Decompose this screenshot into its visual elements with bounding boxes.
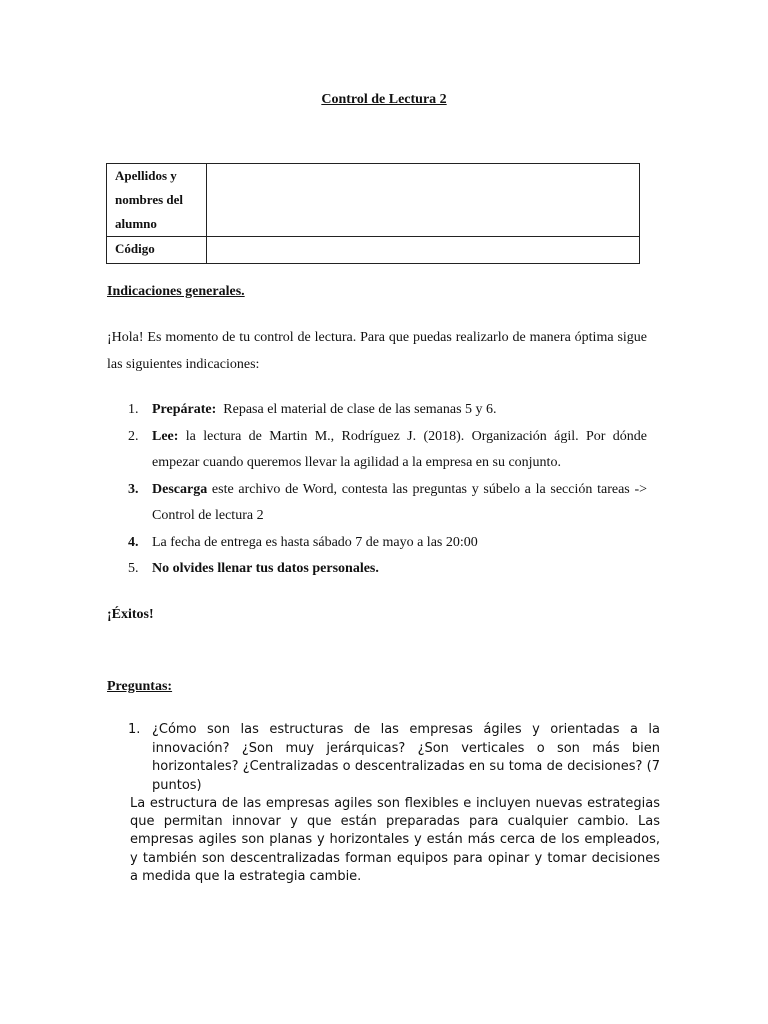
step-number: 2. <box>128 428 139 444</box>
student-code-label: Código <box>107 237 207 264</box>
question-number: 1. <box>128 722 141 737</box>
list-item <box>107 397 647 424</box>
step-text: este archivo de Word, contesta las preguntas y súbelo a la sección tareas -> Control de lectura 2 <box>152 481 647 523</box>
step-text: La fecha de entrega es hasta sábado 7 de mayo a las 20:00 <box>152 534 478 550</box>
answer-text[interactable]: La estructura de las empresas agiles son flexibles e incluyen nuevas estrategias que permitan innovar y que están preparadas para cualquier cambio. Las empresas agiles son planas y horizontales y están más cerca de los empleados, y también son descentralizadas forman equipos para opinar y tomar decisiones a medida que la estrategia cambie. <box>130 796 660 884</box>
step-bold: No olvides llenar tus datos personales. <box>152 561 379 576</box>
steps-list <box>107 397 647 583</box>
step-number: 1. <box>128 402 139 417</box>
question-text: ¿Cómo son las estructuras de las empresas ágiles y orientadas a la innovación? ¿Son muy jerárquicas? ¿Son verticales o son más bien horizontales? ¿Centralizadas o descentralizadas en su toma de decisiones? (7 puntos) <box>152 722 660 793</box>
step-number: 3. <box>128 481 139 497</box>
intro-paragraph: ¡Hola! Es momento de tu control de lectura. Para que puedas realizarlo de manera óptima sigue las siguientes indicaciones: <box>107 330 647 372</box>
step-number: 5. <box>128 561 139 576</box>
indicaciones-heading: Indicaciones generales. <box>107 284 245 299</box>
step-bold: Prepárate: <box>152 402 217 417</box>
step-bold: Descarga <box>152 481 208 497</box>
student-name-label: Apellidos y nombres del alumno <box>107 164 207 237</box>
preguntas-heading: Preguntas: <box>107 679 173 694</box>
table-row <box>107 237 640 264</box>
question-1 <box>107 721 660 795</box>
list-item <box>107 556 647 583</box>
step-bold: Lee: <box>152 428 179 444</box>
list-item <box>107 477 647 530</box>
student-code-field[interactable] <box>207 237 640 264</box>
document-title: Control de Lectura 2 <box>321 92 447 107</box>
step-number: 4. <box>128 534 139 550</box>
student-info-table <box>106 163 640 264</box>
step-text: la lectura de Martin M., Rodríguez J. (2018). Organización ágil. Por dónde empezar cuando queremos llevar la agilidad a la empresa en su conjunto. <box>152 428 647 470</box>
table-row <box>107 164 640 237</box>
student-name-field[interactable] <box>207 164 640 237</box>
closing-text: ¡Éxitos! <box>107 607 154 622</box>
list-item <box>107 530 647 557</box>
list-item <box>107 424 647 477</box>
step-text: Repasa el material de clase de las semanas 5 y 6. <box>216 402 497 417</box>
